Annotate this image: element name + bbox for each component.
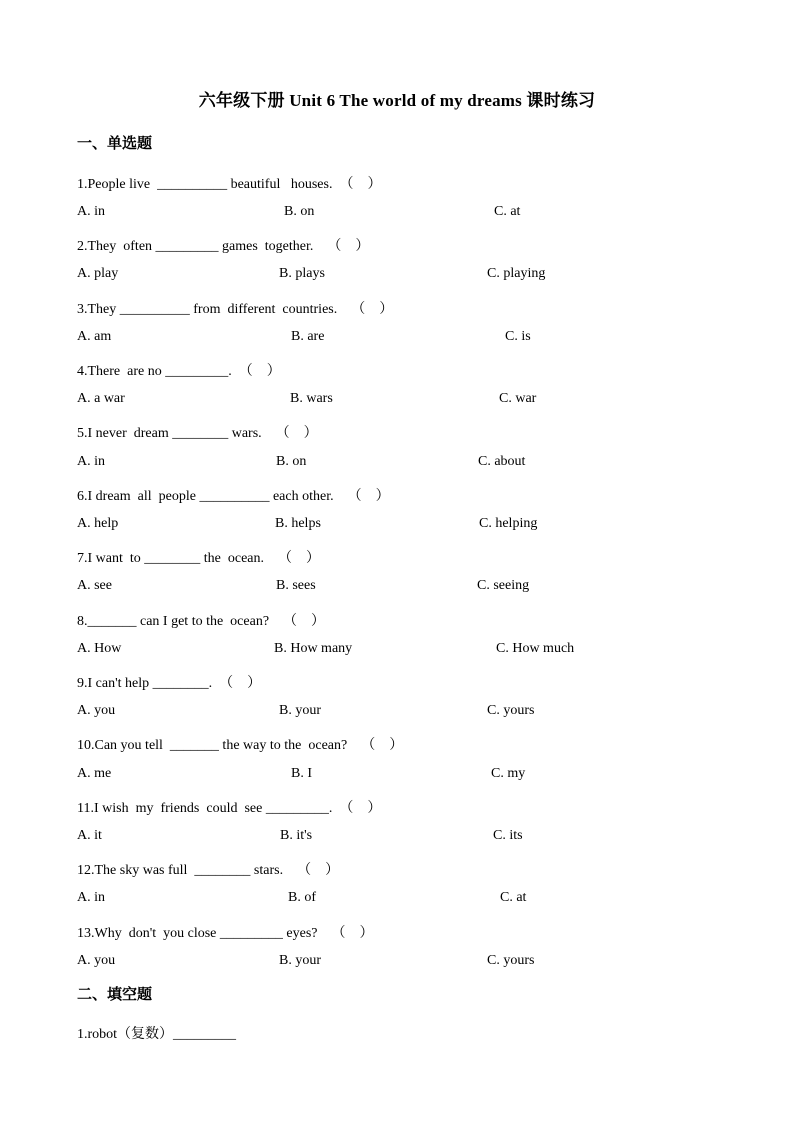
option-c: C. war bbox=[499, 391, 537, 406]
option-b: B. your bbox=[279, 703, 321, 718]
option-b: B. wars bbox=[290, 391, 333, 406]
option-b: B. of bbox=[288, 890, 316, 905]
question-7: 7.I want to ________ the ocean. （ ） bbox=[77, 551, 321, 566]
option-c: C. yours bbox=[487, 703, 535, 718]
option-c: C. How much bbox=[496, 641, 575, 656]
option-a: A. you bbox=[77, 703, 116, 718]
option-b: B. your bbox=[279, 953, 321, 968]
option-c: C. yours bbox=[487, 953, 535, 968]
section-heading-single-choice: 一、单选题 bbox=[77, 136, 153, 152]
option-b: B. How many bbox=[274, 641, 353, 656]
question-3: 3.They __________ from different countries. （ ） bbox=[77, 302, 394, 317]
option-c: C. is bbox=[505, 329, 531, 344]
option-b: B. are bbox=[291, 329, 325, 344]
question-5: 5.I never dream ________ wars. （ ） bbox=[77, 426, 318, 441]
option-c: C. at bbox=[494, 204, 521, 219]
option-c: C. playing bbox=[487, 266, 546, 281]
option-a: A. play bbox=[77, 266, 119, 281]
option-a: A. it bbox=[77, 828, 102, 843]
page-title: 六年级下册 Unit 6 The world of my dreams 课时练习 bbox=[198, 91, 596, 110]
question-9: 9.I can't help ________. （ ） bbox=[77, 676, 262, 691]
question-10: 10.Can you tell _______ the way to the ocean? （ ） bbox=[77, 738, 404, 753]
option-a: A. in bbox=[77, 454, 105, 469]
option-b: B. sees bbox=[276, 578, 316, 593]
option-a: A. in bbox=[77, 890, 105, 905]
option-b: B. plays bbox=[279, 266, 325, 281]
option-c: C. my bbox=[491, 766, 526, 781]
option-c: C. its bbox=[493, 828, 523, 843]
question-1: 1.People live __________ beautiful houses. （ ） bbox=[77, 177, 382, 192]
option-b: B. helps bbox=[275, 516, 321, 531]
option-b: B. on bbox=[276, 454, 307, 469]
option-c: C. about bbox=[478, 454, 526, 469]
fill-blank-question-1: 1.robot（复数）_________ bbox=[77, 1027, 237, 1042]
option-a: A. in bbox=[77, 204, 105, 219]
option-a: A. am bbox=[77, 329, 112, 344]
question-13: 13.Why don't you close _________ eyes? （ ） bbox=[77, 926, 374, 941]
option-b: B. I bbox=[291, 766, 312, 781]
question-11: 11.I wish my friends could see _________. （ ） bbox=[77, 801, 382, 816]
question-2: 2.They often _________ games together. （ ） bbox=[77, 239, 370, 254]
option-b: B. it's bbox=[280, 828, 313, 843]
question-6: 6.I dream all people __________ each other. （ ） bbox=[77, 489, 390, 504]
question-8: 8._______ can I get to the ocean? （ ） bbox=[77, 614, 326, 629]
question-12: 12.The sky was full ________ stars. （ ） bbox=[77, 863, 340, 878]
option-c: C. at bbox=[500, 890, 527, 905]
section-heading-fill-blank: 二、填空题 bbox=[77, 987, 153, 1003]
option-a: A. How bbox=[77, 641, 122, 656]
option-a: A. see bbox=[77, 578, 112, 593]
option-a: A. help bbox=[77, 516, 119, 531]
option-c: C. helping bbox=[479, 516, 538, 531]
option-a: A. a war bbox=[77, 391, 125, 406]
option-a: A. you bbox=[77, 953, 116, 968]
question-4: 4.There are no _________. （ ） bbox=[77, 364, 281, 379]
option-c: C. seeing bbox=[477, 578, 530, 593]
option-b: B. on bbox=[284, 204, 315, 219]
option-a: A. me bbox=[77, 766, 112, 781]
